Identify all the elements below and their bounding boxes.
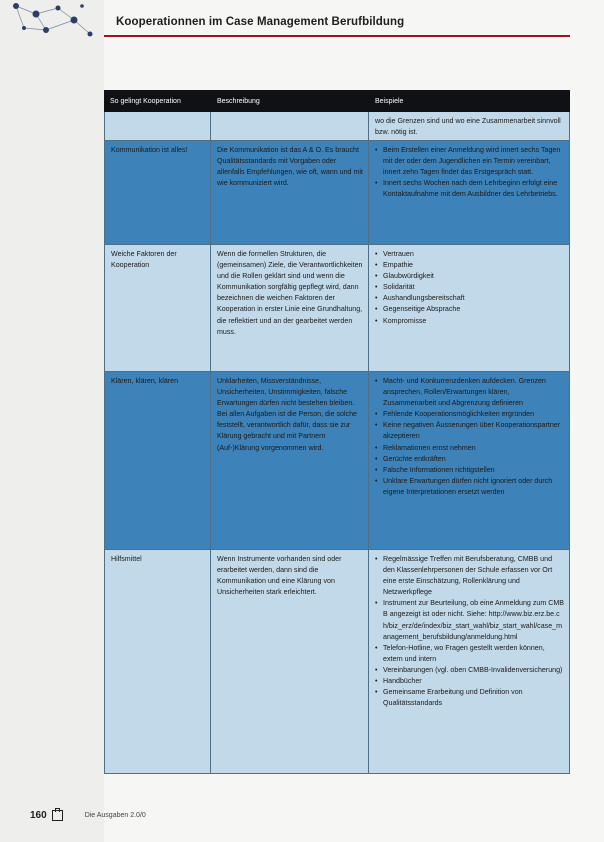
example-item: • Vereinbarungen (vgl. oben CMBB-Invalidenversicherung) (375, 665, 564, 676)
example-item: • Handbücher (375, 676, 564, 687)
example-item: • Fehlende Kooperationsmöglichkeiten ergründen (375, 409, 564, 420)
book-icon (52, 810, 63, 821)
example-item: • Aushandlungsbereitschaft (375, 293, 564, 304)
row-description: Die Kommunikation ist das A & O. Es braucht Qualitätsstandards mit Vorgaben oder allenfalls Empfehlungen, wie oft, wann und mit wie kommuniziert wird. (211, 141, 369, 245)
example-item: • Gegenseitige Absprache (375, 304, 564, 315)
molecule-network-logo (6, 0, 102, 44)
example-item: • Keine negativen Äusserungen über Kooperationspartner akzeptieren (375, 420, 564, 442)
row-description: Wenn Instrumente vorhanden sind oder erarbeitet werden, dann sind die Kommunikation und eine Klärung von Unsicherheiten stark erleichtert. (211, 550, 369, 774)
example-item: • Vertrauen (375, 249, 564, 260)
table-row (104, 550, 570, 774)
column-header: Beschreibung (217, 98, 260, 105)
example-item: • Solidarität (375, 282, 564, 293)
table-row (104, 372, 570, 550)
page-number: 160 (30, 809, 47, 821)
example-item: • Innert sechs Wochen nach dem Lehrbeginn erfolgt eine Kontaktaufnahme mit dem Ausbildner des Lehrbetriebs. (375, 178, 564, 200)
cooperation-table (104, 90, 570, 774)
example-item: • Glaubwürdigkeit (375, 271, 564, 282)
row-label: Kommunikation ist alles! (104, 141, 211, 245)
example-item: • Beim Erstellen einer Anmeldung wird innert sechs Tagen mit der oder dem Jugendlichen ein Termin vereinbart, innert zehn Tagen findet das Erstgespräch statt. (375, 145, 564, 178)
example-item: • Unklare Erwartungen dürfen nicht ignoriert oder durch eigene Interpretationen ersetzt werden (375, 476, 564, 498)
row-label: Weiche Faktoren der Kooperation (104, 245, 211, 372)
page-title: Kooperationnen im Case Management Berufbildung (116, 16, 405, 28)
example-item: • Macht- und Konkurrenzdenken aufdecken. Grenzen ansprechen, Rollen/Erwartungen klären, Zusammenarbeit und Abgrenzung definieren (375, 376, 564, 409)
row-label (104, 112, 211, 141)
row-examples (369, 550, 570, 774)
page-footer (30, 808, 146, 822)
example-item: • Telefon-Hotline, wo Fragen gestellt werden können, extern und intern (375, 643, 564, 665)
table-row (104, 112, 570, 141)
left-margin (0, 0, 104, 842)
example-text: wo die Grenzen sind und wo eine Zusammenarbeit sinnvoll bzw. nötig ist. (375, 117, 561, 137)
example-item: • Instrument zur Beurteilung, ob eine Anmeldung zum CMBB angezeigt ist oder nicht. Siehe: http://www.biz.erz.be.ch/biz_erz/de/index/biz_start_wahl/biz_start_wahl/case_management_berufsbildung/anmeldung.html (375, 598, 564, 642)
column-header: So gelingt Kooperation (110, 98, 181, 105)
row-label: Hilfsmittel (104, 550, 211, 774)
column-header: Beispiele (375, 98, 404, 105)
table-header (104, 90, 570, 112)
row-label: Klären, klären, klären (104, 372, 211, 550)
example-item: • Reklamationen ernst nehmen (375, 443, 564, 454)
header-rule (104, 35, 570, 37)
row-examples (369, 245, 570, 372)
footer-source: Die Ausgaben 2.0/0 (84, 811, 146, 819)
row-examples (369, 112, 570, 141)
row-examples (369, 372, 570, 550)
row-description: Unklarheiten, Missverständnisse, Unsicherheiten, Unstimmigkeiten, falsche Erwartungen dürfen nicht bestehen bleiben. Bei allen Aufgaben ist die Person, die solche feststellt, verantwortlich dafür, dass sie zur Klärung gebracht und mit Partnern (Auf-)Klärung vorgenommen wird. (211, 372, 369, 550)
row-description: Wenn die formellen Strukturen, die (gemeinsamen) Ziele, die Verantwortlichkeiten und die Rollen geklärt sind und wenn die Kommunikation sorgfältig gepflegt wird, dann bezeichnen die weichen Faktoren der Kooperation in erster Linie eine Grundhaltung, die reflektiert und an der gearbeitet werden muss. (211, 245, 369, 372)
example-item: • Falsche Informationen richtigstellen (375, 465, 564, 476)
example-item: • Gerüchte entkräften (375, 454, 564, 465)
row-description (211, 112, 369, 141)
example-item: • Regelmässige Treffen mit Berufsberatung, CMBB und den Klassenlehrpersonen der Schule erfassen vor Ort eine erste Einschätzung, Rollenklärung und Netzwerkpflege (375, 554, 564, 598)
table-row (104, 141, 570, 245)
example-item: • Kompromisse (375, 316, 564, 327)
table-row (104, 245, 570, 372)
example-item: • Empathie (375, 260, 564, 271)
row-examples (369, 141, 570, 245)
example-item: • Gemeinsame Erarbeitung und Definition von Qualitätsstandards (375, 687, 564, 709)
